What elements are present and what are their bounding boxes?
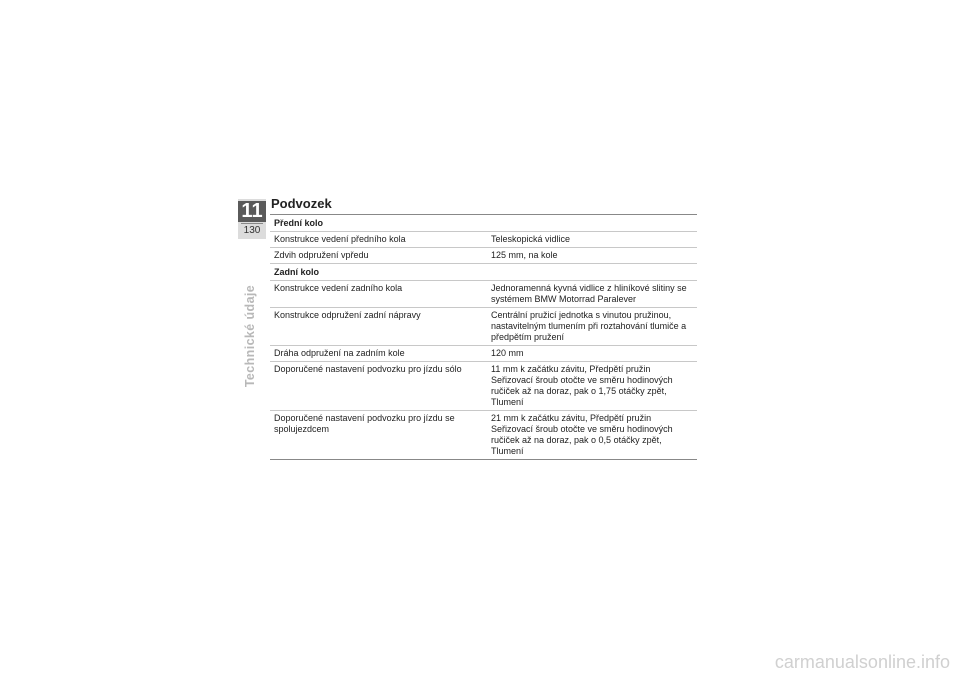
row-value-line: 21 mm k začátku závitu, Předpětí pružin	[491, 413, 652, 423]
row-value	[487, 308, 698, 346]
row-label: Doporučené nastavení podvozku pro jízdu sólo	[270, 362, 487, 411]
table-row	[270, 346, 697, 362]
row-value-line: 120 mm	[491, 348, 524, 358]
row-label: Konstrukce odpružení zadní nápravy	[270, 308, 487, 346]
row-value-line: 125 mm, na kole	[491, 250, 558, 260]
table-row	[270, 232, 697, 248]
row-label: Dráha odpružení na zadním kole	[270, 346, 487, 362]
table-row	[270, 281, 697, 308]
row-value-line: Teleskopická vidlice	[491, 234, 571, 244]
page-number: 130	[243, 225, 261, 236]
chapter-tab	[238, 199, 266, 239]
row-value	[487, 411, 698, 460]
row-value	[487, 281, 698, 308]
spec-table	[270, 214, 697, 460]
row-label: Doporučené nastavení podvozku pro jízdu se spolujezdcem	[270, 411, 487, 460]
side-chapter-title: Technické údaje	[243, 284, 257, 388]
row-value	[487, 248, 698, 264]
table-row	[270, 248, 697, 264]
row-value	[487, 346, 698, 362]
row-value-line: Centrální pružicí jednotka s vinutou pružinou, nastavitelným tlumením při roztahování tlumiče a předpětím pružení	[491, 310, 687, 342]
group-heading: Zadní kolo	[270, 264, 697, 281]
spec-table-body	[270, 215, 697, 460]
row-value-line: 11 mm k začátku závitu, Předpětí pružin	[491, 364, 651, 374]
row-label: Konstrukce vedení zadního kola	[270, 281, 487, 308]
group-heading-row	[270, 215, 697, 232]
row-value	[487, 232, 698, 248]
row-label: Zdvih odpružení vpředu	[270, 248, 487, 264]
row-value-line: Seřizovací šroub otočte ve směru hodinových ručiček až na doraz, pak o 1,75 otáčky zpět, Tlumení	[491, 375, 673, 407]
chapter-number: 11	[238, 201, 266, 222]
row-value-line: Seřizovací šroub otočte ve směru hodinových ručiček až na doraz, pak o 0,5 otáčky zpět, Tlumení	[491, 424, 673, 456]
table-row	[270, 308, 697, 346]
row-label: Konstrukce vedení předního kola	[270, 232, 487, 248]
group-heading: Přední kolo	[270, 215, 697, 232]
table-row	[270, 362, 697, 411]
row-value	[487, 362, 698, 411]
section-title: Podvozek	[271, 196, 332, 211]
group-heading-row	[270, 264, 697, 281]
table-row	[270, 411, 697, 460]
watermark: carmanualsonline.info	[774, 652, 950, 672]
chapter-rule	[241, 223, 263, 224]
row-value-line: Jednoramenná kyvná vidlice z hliníkové slitiny se systémem BMW Motorrad Paralever	[491, 283, 687, 304]
